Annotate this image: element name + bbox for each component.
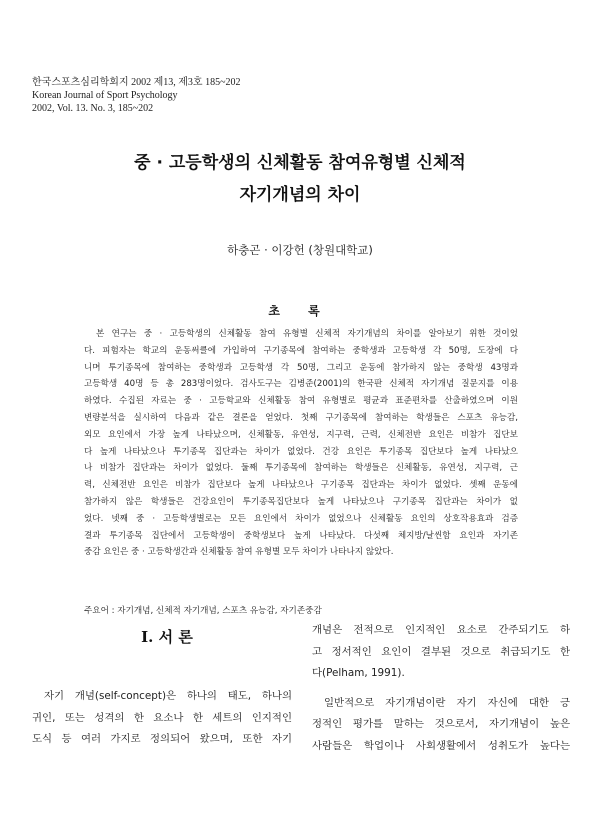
body-line: 자기 개념(self-concept)은 하나의 태도, 하나의 [44,690,292,702]
authors: 하충곤 · 이강헌 (창원대학교) [227,243,373,257]
body-line: 일반적으로 자기개념이란 자기 자신에 대한 긍 [324,696,570,709]
abstract-line: 고등학생 40명 등 총 283명이었다. 검사도구는 김병준(2001)의 한국판 신체적 자기개념 질문지를 이용 [84,379,518,390]
abstract-line: 다 높게 나타났으나 투기종목 집단과는 차이가 없었다. 건강 요인은 투기종목 집단보다 높게 나타났으 [84,446,518,457]
abstract-line: 나 비참가 집단과는 차이가 없었다. 둘째 투기종목에 참여하는 학생들은 신체활동, 유연성, 지구력, 근 [84,463,518,474]
body-line: 개념은 전적으로 인지적인 요소로 간주되기도 하 [312,624,570,636]
paper-title-line-2: 자기개념의 차이 [239,185,361,205]
body-line: 다(Pelham, 1991). [312,667,405,679]
abstract-line: 외모 요인에서 가장 높게 나타났으며, 신체활동, 유연성, 지구력, 근력, 신체전반 요인은 비참가 집단보 [84,429,518,440]
abstract-line: 변량분석을 실시하여 다음과 같은 결론을 얻었다. 첫째 구기종목에 참여하는 학생들은 스포츠 유능감, [84,412,518,423]
left-column [32,686,292,751]
journal-citation [32,76,241,115]
body-line: 정적인 평가를 말하는 것으로서, 자기개념이 높은 [312,718,570,730]
abstract-line: 하였다. 수집된 자료는 중 · 고등학교와 신체활동 참여 유형별로 평균과 표준편차를 산출하였으며 이원 [84,396,518,407]
abstract-line: 력, 신체전반 요인은 비참가 집단보다 높게 나타났으나 구기종목 집단과는 차이가 없었다. 셋째 운동에 [84,480,518,491]
journal-line-volume: 2002, Vol. 13. No. 3, 185~202 [32,103,154,114]
journal-line-korean: 한국스포츠심리학회지 2002 제13, 제3호 185~202 [32,77,241,88]
keywords: 주요어 : 자기개념, 신체적 자기개념, 스포츠 유능감, 자기존중감 [84,606,322,616]
body-line: 도식 등 여러 가지로 정의되어 왔으며, 또한 자기 [32,733,292,745]
abstract-line: 니며 투기종목에 참여하는 중학생과 고등학생 각 50명, 그리고 운동에 참가하지 않는 중학생 43명과 [84,362,518,373]
abstract-body [84,326,518,561]
abstract-line: 다. 피험자는 학교의 운동써클에 가입하여 구기종목에 참여하는 중학생과 고등학생 각 50명, 도장에 다 [84,345,518,356]
right-column [312,620,570,757]
journal-line-english: Korean Journal of Sport Psychology [32,90,178,101]
abstract-line: 결과 투기종목 집단에서 고등학생이 중학생보다 높게 나타났다. 다섯째 체지방/날씬함 요인과 자기존 [84,530,518,541]
paper-title-line-1: 중 · 고등학생의 신체활동 참여유형별 신체적 [134,153,466,173]
section-heading-introduction: Ⅰ. 서 론 [141,628,193,646]
abstract-line: 중감 요인은 중 · 고등학생간과 신체활동 참여 유형별 모두 차이가 나타나지 않았다. [84,547,394,558]
abstract-line: 참가하지 않은 학생들은 건강요인이 투기종목집단보다 높게 나타났으나 구기종목 집단과는 차이가 없 [84,496,518,507]
body-line: 고 정서적인 요인이 결부된 것으로 취급되기도 한 [312,645,570,658]
abstract-heading: 초 록 [268,304,332,318]
abstract-line: 본 연구는 중 · 고등학생의 신체활동 참여 유형별 신체적 자기개념의 차이를 알아보기 위한 것이었 [96,329,518,339]
body-line: 사람들은 학업이나 사회생활에서 성취도가 높다는 [312,739,570,752]
body-line: 귀인, 또는 성격의 한 요소나 한 세트의 인지적인 [32,711,292,724]
abstract-line: 었다. 넷째 중 · 고등학생별로는 모든 요인에서 차이가 없었으나 신체활동 요인의 상호작용효과 검증 [84,513,518,524]
